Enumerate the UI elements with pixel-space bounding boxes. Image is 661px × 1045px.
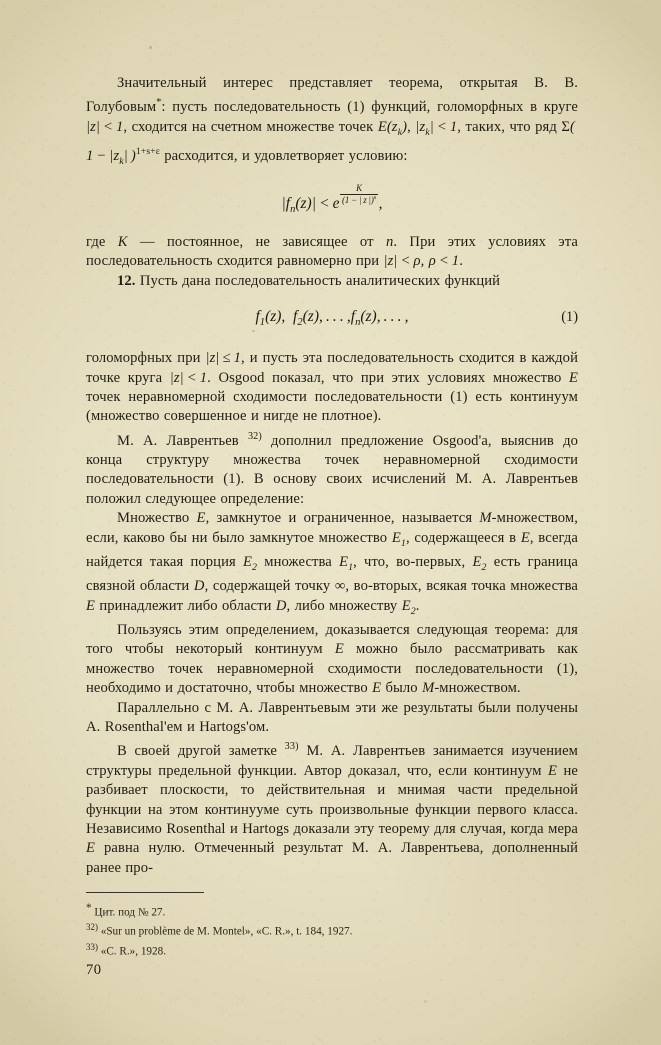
inline-math-z-lt-rho: |z| < ρ, ρ < 1: [383, 253, 460, 270]
paper-speck: [424, 1000, 427, 1003]
footnote-1: [86, 901, 578, 920]
paragraph-7: Пользуясь этим определением, доказывается следующая теорема: для того чтобы некоторый континуум E можно было рассматривать как множество точек неравномерной сходимости последовательности (1), необходимо и достаточно, чтобы множество E было M-множеством.: [86, 622, 578, 697]
inline-math-infinity: ∞: [334, 578, 346, 595]
footnote-ref-33[interactable]: 33): [284, 741, 299, 753]
inline-math-E8: E: [86, 840, 96, 857]
inline-math-n: n: [385, 233, 394, 250]
inline-math-E-zk: $E(z_k)$: [377, 118, 408, 138]
equation-number-1: (1): [561, 309, 578, 326]
footnote-separator-rule: [86, 892, 204, 893]
inline-math-E6: E: [372, 680, 382, 697]
paragraph-3-item-12: 12. Пусть дана последовательность аналитических функций: [117, 272, 501, 289]
inline-math-E1: $E_1$: [391, 529, 406, 549]
inline-math-E2c: $E_2$: [401, 597, 416, 617]
inline-math-E5: E: [334, 641, 344, 658]
inline-math-z-lt-1: |z| < 1: [86, 118, 124, 135]
display-formula-2: [86, 307, 578, 333]
footnote-ref-32[interactable]: 32): [247, 430, 262, 442]
footnote-2: [86, 920, 578, 939]
inline-math-M-set: M: [479, 510, 492, 527]
paper-speck: [149, 46, 152, 49]
paragraph-1: Значительный интерес представляет теорема, открытая В. В. Голубовым*: пусть последовательность (1) функций, голоморфных в круге |z| < 1, сходится на счетном множестве точек $E(z_k)$, $|z_k| < 1$, таких, что ряд Σ( $1 - |z_k|$ )$^{1+s+\varepsilon}$ расходится, и удовлетворяет условию:: [86, 75, 578, 167]
display-formula-1: [86, 184, 578, 220]
page-number: 70: [86, 962, 102, 978]
inline-math-K: K: [117, 233, 128, 250]
inline-math-E7: E: [548, 762, 558, 779]
paragraph-8: Параллельно с М. А. Лаврентьевым эти же результаты были получены A. Rosenthal'ем и Hartogs'ом.: [86, 699, 578, 736]
inline-math-E4: E: [86, 597, 96, 614]
inline-math-E3: E: [520, 529, 530, 546]
footnote-ref-star[interactable]: *: [156, 97, 162, 109]
inline-math-series: Σ( $1 - |z_k|$ )$^{1+s+\varepsilon}$: [86, 118, 578, 167]
body-text-column: [86, 74, 578, 878]
inline-math-E2sub: $E_2$: [243, 553, 258, 573]
footnote-1-marker: *: [86, 902, 92, 914]
inline-math-zk-lt-1: $|z_k| < 1$: [415, 118, 458, 138]
section-number-12: 12.: [117, 272, 136, 289]
inline-math-E: E: [568, 369, 578, 386]
inline-math-M-set2: M: [422, 680, 435, 697]
inline-math-D: D: [193, 578, 205, 595]
paragraph-4: голоморфных при |z| ≤ 1, и пусть эта последовательность сходится в каждой точке круга |z| < 1. Osgood показал, что при этих условиях множество E точек неравномерной сходимости последовательности (1) есть континуум (множество совершенное и нигде не плотное).: [86, 350, 578, 425]
footnotes-block: [86, 901, 578, 959]
paragraph-5: М. А. Лаврентьев $^{32)}$ дополнил предложение Osgood'a, выяснив до конца структуру множества точек неравномерной сходимости последовательности (1). В основу своих исчислений М. А. Лаврентьев положил следующее определение:: [86, 430, 578, 507]
inline-math-z-le-1: |z| ≤ 1: [205, 350, 242, 367]
paper-speck: [604, 268, 606, 270]
paragraph-9: В своей другой заметке $^{33)}$ М. А. Лаврентьев занимается изучением структуры предельной функции. Автор доказал, что, если континуум E не разбивает плоскости, то действительная и мнимая части предельной функции на этом континууме суть произвольные функции первого класса. Независимо Rosenthal и Hartogs доказали эту теорему для случая, когда мера E равна нулю. Отмеченный результат М. А. Лаврентьева, дополненный ранее про-: [86, 741, 578, 876]
inline-math-z-lt-1b: |z| < 1: [169, 369, 208, 386]
inline-math-D2: D: [275, 597, 287, 614]
footnote-3-marker: 33): [86, 941, 98, 952]
formula-1-expression: $|f_n(z)| < e$ $^{\frac{K}{(1 - | z |)^s}}$ ,: [281, 183, 383, 215]
paragraph-2: где K — постоянное, не зависящее от n. При этих условиях эта последовательность сходится равномерно при |z| < ρ, ρ < 1.: [86, 233, 578, 270]
footnote-3: [86, 940, 578, 959]
footnote-2-marker: 32): [86, 922, 98, 933]
footnote-1-text: Цит. под № 27.: [94, 906, 166, 919]
footnote-3-text: «C. R.», 1928.: [100, 945, 167, 958]
paragraph-6: Множество E, замкнутое и ограниченное, называется M-множеством, если, каково бы ни было замкнутое множество $E_1$, содержащееся в E, всегда найдется такая порция $E_2$ множества $E_1$, что, во-первых, $E_2$ есть граница связной области D, содержащей точку ∞, во-вторых, всякая точка множества E принадлежит либо области D, либо множеству $E_2$.: [86, 510, 579, 617]
paragraph-1-text: Значительный интерес представляет теорема, открытая В. В. Голубовым: [86, 75, 578, 116]
inline-math-E1b: $E_1$: [339, 553, 354, 573]
inline-math-E2: E: [196, 510, 206, 527]
formula-2-expression: $f_1(z)$, $f_2(z)$, . . . $,f_n(z)$, . . . ,: [255, 308, 409, 329]
inline-math-E2b: $E_2$: [472, 553, 487, 573]
footnote-2-text: «Sur un problème de M. Montel», «C. R.», t. 184, 1927.: [100, 926, 353, 939]
